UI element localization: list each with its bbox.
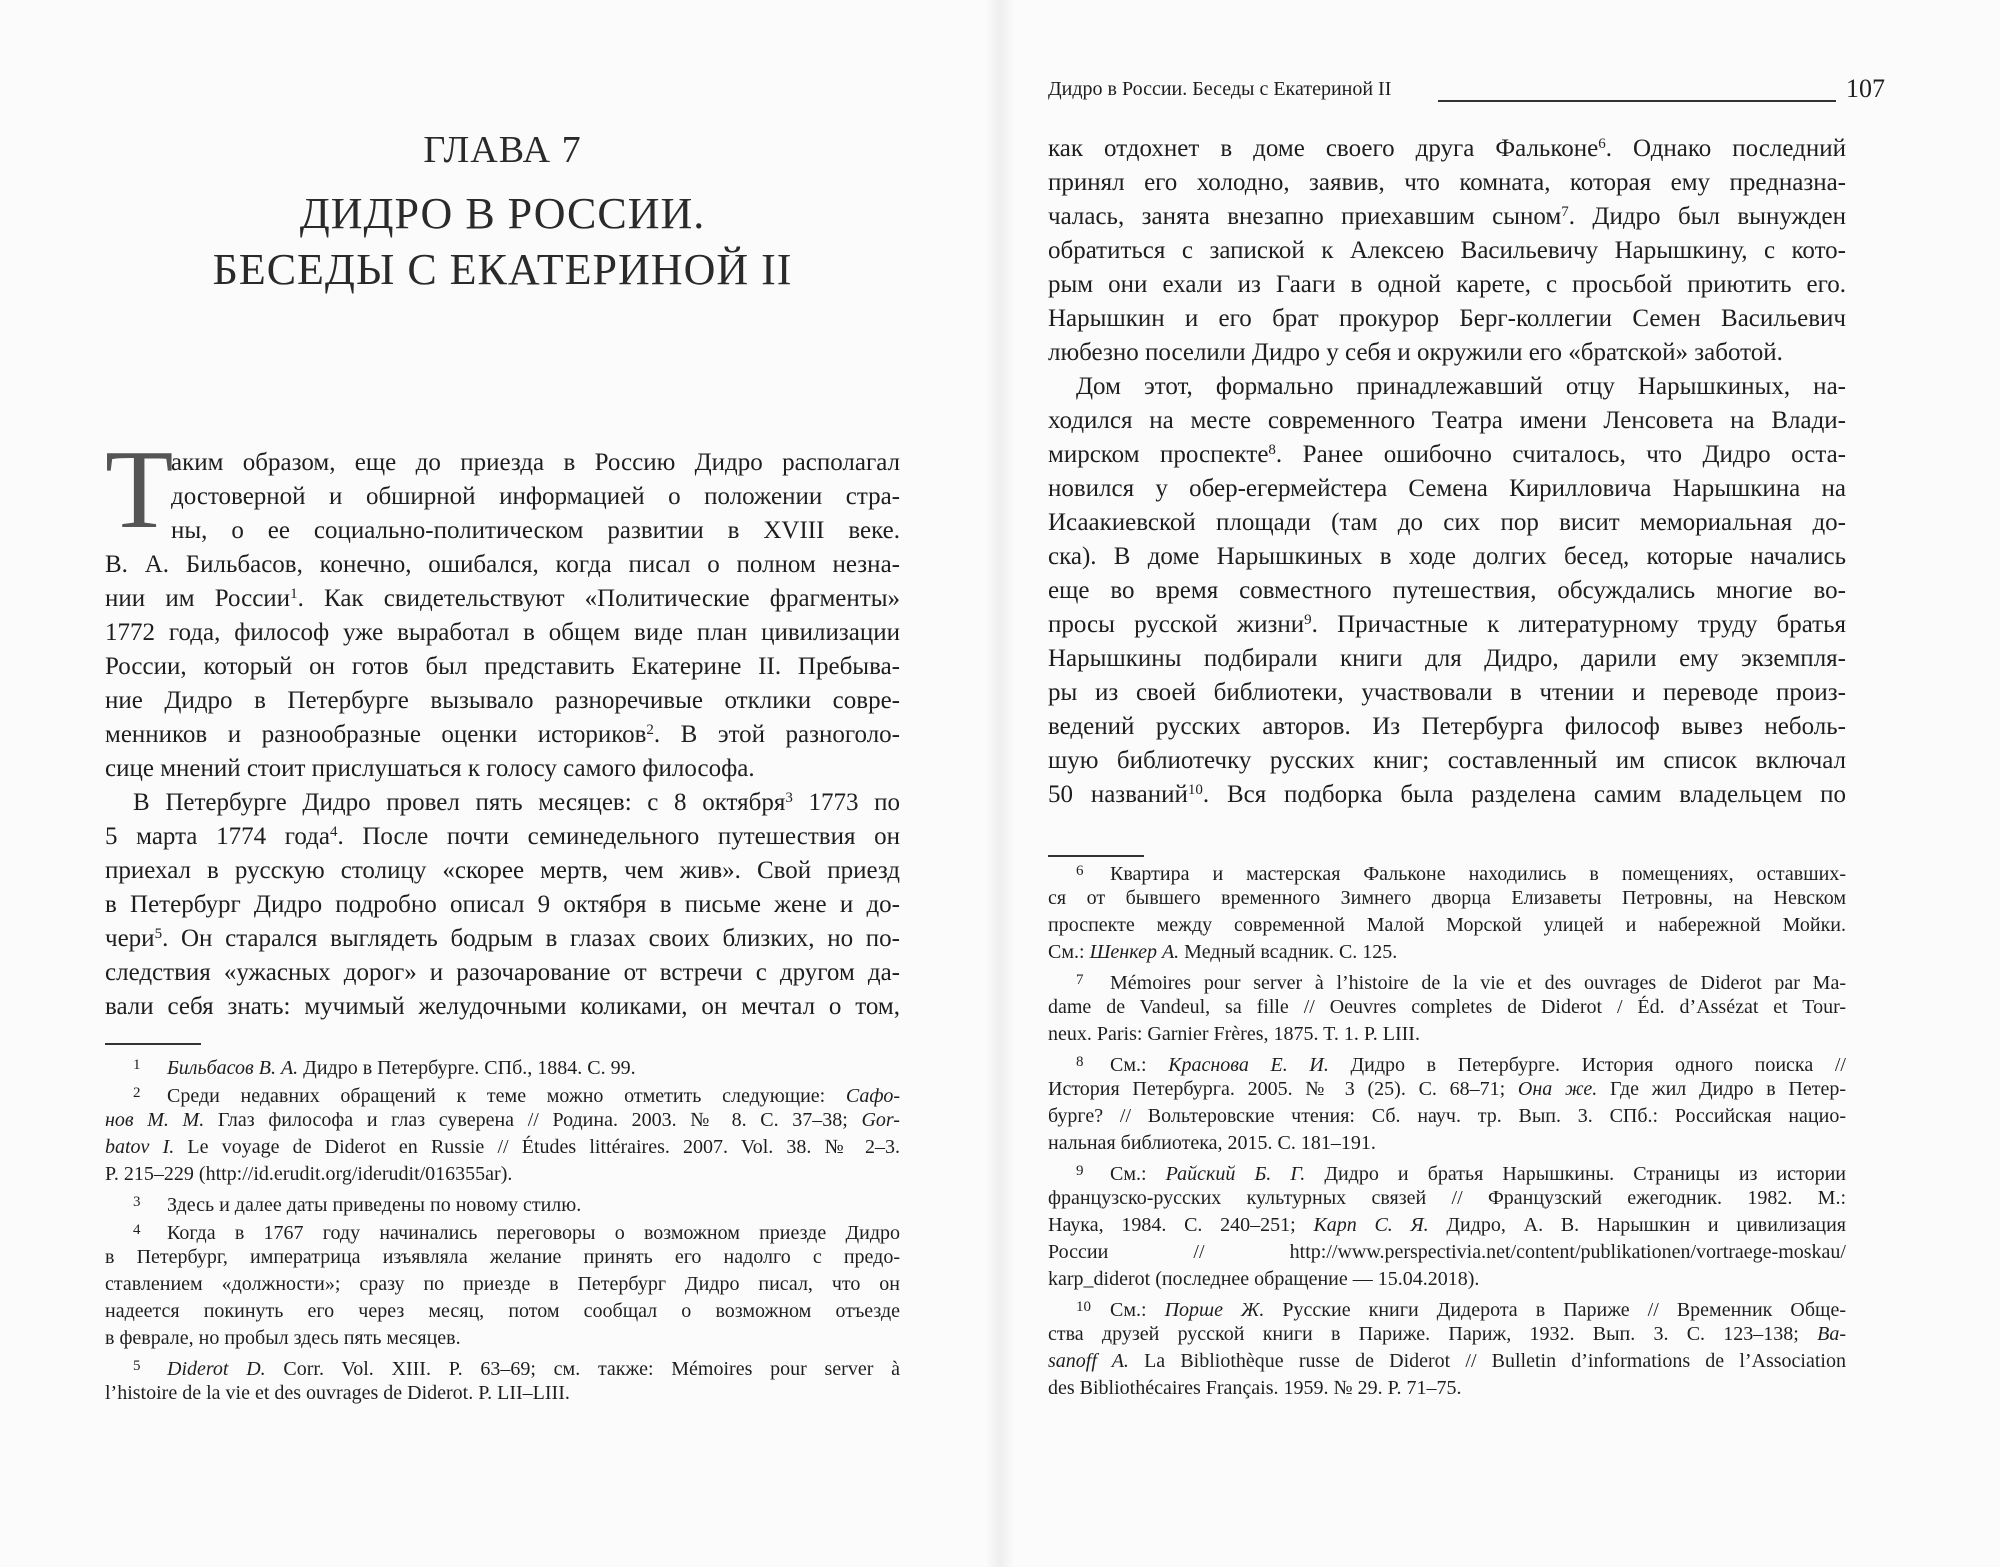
footnote-line	[1048, 1021, 1846, 1048]
text-run: шую библиотечку русских книг; составленный им список включал	[1048, 747, 1846, 774]
footnote-line	[1048, 1266, 1846, 1293]
footnote-line	[1048, 885, 1846, 912]
footnote-reference: 6	[1598, 135, 1606, 152]
text-line	[1048, 710, 1846, 744]
footnote-line	[1048, 1103, 1846, 1130]
text-run: . Ранее ошибочно считалось, что Дидро оста-	[1275, 441, 1846, 468]
italic-text: Порше Ж.	[1164, 1299, 1265, 1321]
text-line	[1048, 166, 1846, 200]
footnote-line	[105, 1271, 900, 1298]
footnote	[105, 1080, 900, 1188]
text-run: История Петербурга. 2005. № 3 (25). С. 68–71;	[1048, 1078, 1518, 1100]
body-text	[1048, 132, 1846, 812]
text-run: нии им России	[105, 585, 291, 612]
text-run: рым они ехали из Гааги в одной карете, с просьбой приютить его.	[1048, 271, 1846, 298]
text-run: Нарышкин и его брат прокурор Берг-коллегии Семен Васильевич	[1048, 305, 1846, 332]
text-run: Квартира и мастерская Фальконе находились в помещениях, оставших-	[1110, 863, 1846, 885]
text-run: l’histoire de la vie et des ouvrages de Diderot. P. LII–LIII.	[105, 1382, 570, 1404]
text-run: . Как свидетельствуют «Политические фрагменты»	[297, 585, 900, 612]
text-line	[1048, 404, 1846, 438]
footnote-number: 7	[1076, 972, 1084, 988]
footnote	[1048, 858, 1846, 966]
footnote-line	[105, 1217, 900, 1244]
footnote-line	[1048, 1239, 1846, 1266]
chapter-label: ГЛАВА 7	[423, 129, 582, 171]
text-run: любезно поселили Дидро у себя и окружили его «братской» заботой.	[1048, 339, 1783, 366]
text-run: мирском проспекте	[1048, 441, 1269, 468]
footnote-line	[105, 1189, 900, 1216]
footnote-rule	[1048, 855, 1144, 857]
text-run: См.:	[1110, 1299, 1165, 1321]
paragraph	[1048, 370, 1846, 812]
footnote-line	[1048, 1294, 1846, 1321]
page-number: 107	[1846, 74, 1885, 103]
text-run: . В этой разноголо-	[653, 721, 900, 748]
text-run: Дидро в Петербурге. История одного поиска //	[1328, 1054, 1846, 1076]
footnote-line	[1048, 912, 1846, 939]
italic-text: Она же.	[1517, 1078, 1598, 1100]
footnote-number: 10	[1076, 1299, 1091, 1315]
italic-text: Gor-	[861, 1109, 900, 1131]
footnote-reference: 7	[1561, 203, 1569, 220]
text-line	[1048, 370, 1846, 404]
text-line	[105, 922, 900, 956]
text-run: чери	[105, 925, 155, 952]
footnote-line	[1048, 967, 1846, 994]
body-text	[105, 428, 900, 1024]
footnote-line	[1048, 1375, 1846, 1402]
text-run: приехал в русскую столицу «скорее мертв, чем жив». Свой приезд	[105, 857, 900, 884]
footnote-reference: 10	[1187, 781, 1203, 798]
text-run: Дом этот, формально принадлежавший отцу Нарышкиных, на-	[1076, 373, 1846, 400]
footnote-line	[105, 1380, 900, 1407]
footnote-line	[105, 1325, 900, 1352]
text-run: . После почти семинедельного путешествия он	[337, 823, 900, 850]
footnote	[105, 1353, 900, 1407]
text-run: Исаакиевской площади (там до сих пор висит мемориальная до-	[1048, 509, 1846, 536]
text-run: вали себя знать: мучимый желудочными коликами, он мечтал о том,	[105, 993, 900, 1020]
text-run: Mémoires pour server à l’histoire de la vie et des ouvrages de Diderot par Ma-	[1110, 972, 1846, 994]
drop-cap: Т	[105, 428, 174, 552]
footnote-line	[1048, 1321, 1846, 1348]
footnote	[1048, 967, 1846, 1048]
chapter-title	[105, 186, 900, 298]
footnote-line	[1048, 1076, 1846, 1103]
text-line	[105, 752, 900, 786]
text-line	[105, 854, 900, 888]
text-line	[1048, 132, 1846, 166]
footnote	[1048, 1158, 1846, 1293]
chapter-title-line: БЕСЕДЫ С ЕКАТЕРИНОЙ II	[212, 245, 793, 294]
text-line	[1048, 302, 1846, 336]
footnote-line	[1048, 1130, 1846, 1157]
text-line	[1048, 336, 1846, 370]
footnote-reference: 9	[1304, 611, 1312, 628]
text-line	[1048, 200, 1846, 234]
footnote-line	[1048, 994, 1846, 1021]
italic-text: Сафо-	[845, 1085, 900, 1107]
text-run: в Петербург, императрица изъявляла желание принять его надолго с предо-	[105, 1246, 900, 1268]
italic-text: batov I.	[105, 1136, 175, 1158]
footnote-number: 1	[133, 1057, 141, 1073]
footnote-number: 5	[133, 1358, 141, 1374]
text-line	[1048, 608, 1846, 642]
text-run: России, который он готов был представить Екатерине II. Пребыва-	[105, 653, 900, 680]
text-run: ходился на месте современного Театра имени Ленсовета на Влади-	[1048, 407, 1846, 434]
italic-text: Карп С. Я.	[1313, 1214, 1429, 1236]
text-run: des Bibliothécaires Français. 1959. № 29. P. 71–75.	[1048, 1377, 1462, 1399]
text-run: dame de Vandeul, sa fille // Oeuvres completes de Diderot / Éd. d’Assézat et Tour-	[1048, 996, 1846, 1018]
text-line	[105, 718, 900, 752]
text-run: французско-русских культурных связей // Французский ежегодник. 1982. М.:	[1048, 1187, 1846, 1209]
text-run: . Однако последний	[1605, 135, 1846, 162]
text-run: ны, о ее социально-политическом развитии в XVIII веке.	[171, 517, 900, 544]
text-run: Le voyage de Diderot en Russie // Études littéraires. 2007. Vol. 38. № 2–3.	[174, 1136, 900, 1158]
text-line	[1048, 472, 1846, 506]
footnotes	[1048, 858, 1846, 1403]
footnote-line	[105, 1052, 900, 1079]
text-line	[105, 786, 900, 820]
text-run: См.:	[1048, 941, 1090, 963]
footnote	[1048, 1294, 1846, 1402]
text-run: нальная библиотека, 2015. С. 181–191.	[1048, 1132, 1376, 1154]
footnote-line	[105, 1134, 900, 1161]
text-line	[105, 990, 900, 1024]
text-line	[105, 956, 900, 990]
footnote-line	[105, 1353, 900, 1380]
text-run: России // http://www.perspectivia.net/content/publikationen/vortraege-moskau/	[1048, 1241, 1846, 1263]
text-run: Среди недавних обращений к теме можно отметить следующие:	[167, 1085, 846, 1107]
text-run: ведений русских авторов. Из Петербурга философ вывез неболь-	[1048, 713, 1846, 740]
text-run: в феврале, но пробыл здесь пять месяцев.	[105, 1327, 461, 1349]
text-line	[1048, 574, 1846, 608]
italic-text: Краснова Е. И.	[1168, 1054, 1329, 1076]
footnote	[105, 1217, 900, 1352]
italic-text: Ba-	[1817, 1323, 1846, 1345]
footnote-line	[1048, 1049, 1846, 1076]
footnote-line	[1048, 939, 1846, 966]
footnote-number: 6	[1076, 863, 1084, 879]
text-run: обратиться с запиской к Алексею Васильевичу Нарышкину, с кото-	[1048, 237, 1846, 264]
text-run: чалась, занята внезапно приехавшим сыном	[1048, 203, 1562, 230]
footnote-line	[1048, 1348, 1846, 1375]
footnote-reference: 2	[646, 721, 654, 738]
text-line	[1048, 676, 1846, 710]
book-gutter	[985, 0, 1015, 1567]
text-run: . Вся подборка была разделена самим владельцем по	[1202, 781, 1847, 808]
footnote-rule	[105, 1043, 201, 1045]
footnote	[105, 1052, 900, 1079]
footnote-line	[105, 1107, 900, 1134]
text-run: достоверной и обширной информацией о положении стра-	[171, 483, 900, 510]
footnote	[1048, 1049, 1846, 1157]
text-run: neux. Paris: Garnier Frères, 1875. T. 1. P. LIII.	[1048, 1023, 1420, 1045]
text-line	[1048, 438, 1846, 472]
text-line	[1048, 778, 1846, 812]
text-run: 5 марта 1774 года	[105, 823, 330, 850]
text-line	[1048, 268, 1846, 302]
text-run: karp_diderot (последнее обращение — 15.04.2018).	[1048, 1268, 1480, 1290]
text-run: . Дидро был вынужден	[1568, 203, 1846, 230]
footnote-reference: 1	[290, 585, 298, 602]
footnote-reference: 3	[785, 789, 793, 806]
text-line	[105, 480, 900, 514]
paragraph	[105, 428, 900, 786]
text-run: ние Дидро в Петербурге вызывало разноречивые отклики совре-	[105, 687, 900, 714]
footnote-line	[105, 1298, 900, 1325]
footnote-line	[1048, 1158, 1846, 1185]
text-run: как отдохнет в доме своего друга Фальконе	[1048, 135, 1599, 162]
text-run: . Причастные к литературному труду братья	[1311, 611, 1846, 638]
text-run: La Bibliothèque russe de Diderot // Bulletin d’informations de l’Association	[1128, 1350, 1846, 1372]
text-run: ся от бывшего временного Зимнего дворца Елизаветы Петровны, на Невском	[1048, 887, 1846, 909]
text-run: Дидро и братья Нарышкины. Страницы из истории	[1305, 1163, 1846, 1185]
text-line	[1048, 744, 1846, 778]
text-run: Глаз философа и глаз суверена // Родина. 2003. № 8. С. 37–38;	[204, 1109, 862, 1131]
footnote-number: 4	[133, 1222, 141, 1238]
footnote-number: 8	[1076, 1054, 1084, 1070]
text-run: ства друзей русской книги в Париже. Париж, 1932. Вып. 3. С. 123–138;	[1048, 1323, 1818, 1345]
text-run: См.:	[1110, 1163, 1166, 1185]
footnote-line	[105, 1161, 900, 1188]
text-run: принял его холодно, заявив, что комната, которая ему предназна-	[1048, 169, 1846, 196]
italic-text: нов М. М.	[105, 1109, 205, 1131]
text-run: В Петербурге Дидро провел пять месяцев: с 8 октября	[133, 789, 786, 816]
text-run: менников и разнообразные оценки историков	[105, 721, 647, 748]
chapter-title-line: ДИДРО В РОССИИ.	[299, 189, 706, 238]
footnote-number: 2	[133, 1085, 141, 1101]
text-run: 50 названий	[1048, 781, 1188, 808]
text-line	[105, 888, 900, 922]
text-line	[105, 548, 900, 582]
paragraph	[1048, 132, 1846, 370]
footnote-line	[1048, 1212, 1846, 1239]
text-run: Дидро, А. В. Нарышкин и цивилизация	[1428, 1214, 1846, 1236]
footnote-number: 3	[133, 1194, 141, 1210]
text-run: Наука, 1984. С. 240–251;	[1048, 1214, 1314, 1236]
text-line	[1048, 642, 1846, 676]
text-line	[105, 582, 900, 616]
text-run: сице мнений стоит прислушаться к голосу самого философа.	[105, 755, 755, 782]
italic-text: Райский Б. Г.	[1165, 1163, 1306, 1185]
text-run: Дидро в Петербурге. СПб., 1884. С. 99.	[298, 1057, 636, 1079]
text-line	[105, 820, 900, 854]
text-run: В. А. Бильбасов, конечно, ошибался, когда писал о полном незна-	[105, 551, 900, 578]
text-line	[105, 684, 900, 718]
text-run: Здесь и далее даты приведены по новому стилю.	[167, 1194, 582, 1216]
text-run: еще во время совместного путешествия, обсуждались многие во-	[1048, 577, 1846, 604]
text-run: Нарышкины подбирали книги для Дидро, дарили ему экземпля-	[1048, 645, 1846, 672]
paragraph	[105, 786, 900, 1024]
text-run: ставлением «должности»; сразу по приезде в Петербург Дидро писал, что он	[105, 1273, 900, 1295]
footnote-reference: 5	[154, 925, 163, 942]
italic-text: Бильбасов В. А.	[167, 1057, 299, 1079]
text-run: просы русской жизни	[1048, 611, 1305, 638]
running-head: Дидро в России. Беседы с Екатериной II	[1048, 78, 1392, 100]
text-run: ска). В доме Нарышкиных в ходе долгих бесед, которые начались	[1048, 543, 1846, 570]
text-run: ры из своей библиотеки, участвовали в чтении и переводе произ-	[1048, 679, 1846, 706]
footnote-line	[1048, 1185, 1846, 1212]
text-line	[1048, 540, 1846, 574]
text-line	[105, 616, 900, 650]
text-run: Русские книги Дидерота в Париже // Временник Обще-	[1264, 1299, 1846, 1321]
running-head-rule	[1438, 100, 1836, 102]
text-run: Когда в 1767 году начинались переговоры о возможном приезде Дидро	[167, 1222, 900, 1244]
text-run: бурге? // Вольтеровские чтения: Сб. науч. тр. Вып. 3. СПб.: Российская нацио-	[1048, 1105, 1846, 1127]
footnote-reference: 4	[329, 823, 338, 840]
text-line	[1048, 506, 1846, 540]
text-line	[1048, 234, 1846, 268]
text-run: новился у обер-егермейстера Семена Кирилловича Нарышкина на	[1048, 475, 1846, 502]
text-line	[105, 514, 900, 548]
text-run: Corr. Vol. XIII. P. 63–69; см. также: Mémoires pour server à	[265, 1358, 900, 1380]
italic-text: Diderot D.	[167, 1358, 266, 1380]
text-run: Медный всадник. С. 125.	[1179, 941, 1398, 963]
text-run: P. 215–229 (http://id.erudit.org/iderudit/016355ar).	[105, 1163, 513, 1185]
footnote-line	[105, 1244, 900, 1271]
footnotes	[105, 1052, 900, 1408]
footnote-line	[1048, 858, 1846, 885]
text-line	[105, 650, 900, 684]
text-run: аким образом, еще до приезда в Россию Дидро располагал	[171, 449, 900, 476]
italic-text: Шенкер А.	[1089, 941, 1180, 963]
text-run: проспекте между современной Малой Морской улицей и набережной Мойки.	[1048, 914, 1846, 936]
text-line	[105, 446, 900, 480]
footnote	[105, 1189, 900, 1216]
footnote-line	[105, 1080, 900, 1107]
text-run: . Он старался выглядеть бодрым в глазах своих близких, но по-	[162, 925, 900, 952]
footnote-number: 9	[1076, 1163, 1084, 1179]
text-run: 1773 по	[792, 789, 900, 816]
footnote-reference: 8	[1268, 441, 1276, 458]
italic-text: sanoff A.	[1048, 1350, 1129, 1372]
text-run: 1772 года, философ уже выработал в общем виде план цивилизации	[105, 619, 900, 646]
text-run: См.:	[1110, 1054, 1169, 1076]
text-run: в Петербург Дидро подробно описал 9 октября в письме жене и до-	[105, 891, 900, 918]
text-run: Где жил Дидро в Петер-	[1597, 1078, 1846, 1100]
text-run: надеется покинуть его через месяц, потом сообщал о возможном отъезде	[105, 1300, 900, 1322]
text-run: следствия «ужасных дорог» и разочарование от встречи с другом да-	[105, 959, 900, 986]
